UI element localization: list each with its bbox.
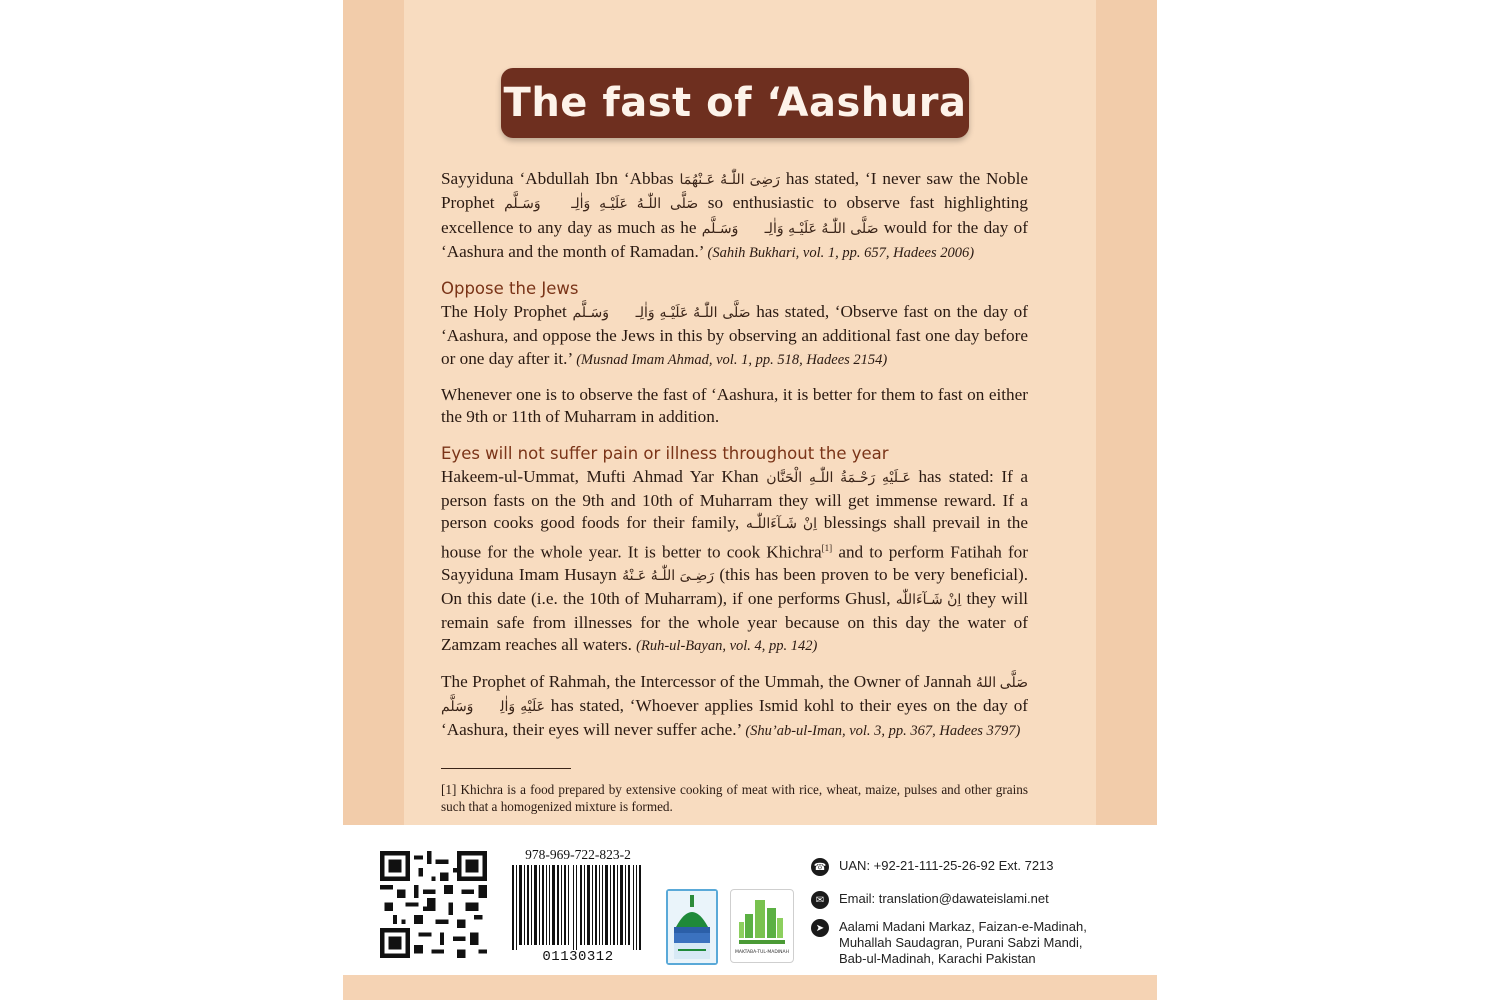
text: and to perform Fatihah for Sayyiduna Imam Husayn <box>441 542 1028 584</box>
arabic-honorific: رَضِـىَ اللّٰـهُ عَـنْهُ <box>622 568 715 584</box>
text: so enthusiastic to observe fast highlighting excellence to any day as much as he <box>441 193 1028 237</box>
publisher-logo-dome <box>666 889 718 965</box>
paragraph-5 <box>441 671 1028 743</box>
phone-text: UAN: +92-21-111-25-26-92 Ext. 7213 <box>839 858 1054 873</box>
barcode-number: 01130312 <box>542 949 614 965</box>
paragraph-1 <box>441 168 1028 264</box>
isbn-number: 978-969-722-823-2 <box>525 847 631 862</box>
citation: (Shu’ab-ul-Iman, vol. 3, pp. 367, Hadees 3797) <box>745 723 1021 740</box>
arabic-honorific: رَضِىَ اللّٰـهُ عَـنْهُمَا <box>679 173 780 188</box>
citation: (Ruh-ul-Bayan, vol. 4, pp. 142) <box>636 638 818 655</box>
arabic-honorific: صَلَّى اللّٰـهُ عَلَيْـهِ وَاٰلِـهٖ وَسَـلَّم <box>504 197 699 213</box>
footnote-divider <box>441 768 571 769</box>
text: has stated, ‘Observe fast on the day of ‘Aashura, and oppose the Jews in this by observing an additional fast one day before or one day after it.’ <box>441 302 1029 368</box>
text: has stated: If a person fasts on the 9th and 10th of Muharram they will get immense reward. If a person cooks good foods for their family, <box>441 466 1029 533</box>
paragraph-3: Whenever one is to observe the fast of ‘Aashura, it is better for them to fast on either the 9th or 11th of Muharram in addition. <box>441 385 1028 427</box>
heading-oppose-the-jews: Oppose the Jews <box>441 279 579 299</box>
arabic-honorific: عَـلَيْهِ رَحْـمَةُ اللّٰـهِ الْحَنَّان <box>766 470 911 486</box>
address-line-2: Muhallah Saudagran, Purani Sabzi Mandi, <box>839 935 1083 950</box>
citation: (Sahih Bukhari, vol. 1, pp. 657, Hadees 2006) <box>707 244 975 261</box>
contact-address <box>811 919 1087 967</box>
text: Hakeem-ul-Ummat, Mufti Ahmad Yar Khan <box>441 466 759 486</box>
arabic-honorific: صَلَّى اللّٰـهُ عَلَيْـهِ وَاٰلِـهٖ وَسَـلَّم <box>572 306 751 322</box>
phone-icon: ☎ <box>811 858 829 876</box>
text: Sayyiduna ‘Abdullah Ibn ‘Abbas <box>441 169 674 188</box>
arabic-honorific: صَلَّى اللهُ عَلَيْهِ وَاٰلِهٖ وَسَلَّم <box>441 675 1028 716</box>
text: The Prophet of Rahmah, the Intercessor of the Ummah, the Owner of Jannah <box>441 671 972 691</box>
paragraph-4 <box>441 466 1028 658</box>
right-stripe <box>1096 0 1157 825</box>
main-text <box>441 168 1028 829</box>
barcode <box>512 865 642 950</box>
text: blessings shall prevail in the house for the whole year. It is better to cook Khichra <box>441 513 1029 562</box>
footnote: [1] Khichra is a food prepared by extensive cooking of meat with rice, wheat, maize, pulses and other grains such that a homogenized mixture is formed. <box>441 781 1028 815</box>
address-line-3: Bab-ul-Madinah, Karachi Pakistan <box>839 951 1036 966</box>
email-icon: ✉ <box>811 891 829 909</box>
bottom-strip <box>343 975 1157 1000</box>
paragraph-2 <box>441 301 1028 371</box>
book-back-cover <box>343 0 1157 1000</box>
address-line-1: Aalami Madani Markaz, Faizan-e-Madinah, <box>839 919 1087 934</box>
footnote-marker: [1] <box>821 542 833 553</box>
text: has stated, ‘Whoever applies Ismid kohl to their eyes on the day of ‘Aashura, their eyes will never suffer ache.’ <box>441 696 1029 740</box>
text: (this has been proven to be very beneficial). On this date (i.e. the 10th of Muharram), if one performs Ghusl, <box>441 564 1028 608</box>
logo-caption: MAKTABA-TUL-MADINAH <box>735 950 789 955</box>
text: would for the day of ‘Aashura and the month of Ramadan.’ <box>441 217 1028 261</box>
page-title: The fast of ‘Aashura <box>503 80 967 126</box>
email-text: Email: translation@dawateislami.net <box>839 891 1049 906</box>
text: has stated, ‘I never saw the Noble Prophet <box>441 169 1028 213</box>
text: The Holy Prophet <box>441 302 567 322</box>
arabic-honorific: صَلَّى اللّٰـهُ عَلَيْـهِ وَاٰلِـهٖ وَسَـلَّم <box>701 221 879 237</box>
dome-logo-icon <box>668 891 716 963</box>
heading-eyes: Eyes will not suffer pain or illness throughout the year <box>441 443 889 463</box>
left-stripe <box>343 0 404 825</box>
contact-phone <box>811 858 1054 876</box>
address-text <box>839 919 1087 967</box>
arabic-phrase: اِنْ شَـآءَاللّٰـه <box>745 517 818 533</box>
text: they will remain safe from illnesses for the whole year because on this day the water of Zamzam reaches all waters. <box>441 588 1029 655</box>
footer-bar <box>343 825 1157 975</box>
buildings-logo-icon <box>731 890 793 950</box>
publisher-logo-maktaba <box>730 889 794 963</box>
arabic-phrase: اِنْ شَـآءَاللّٰه <box>895 592 962 608</box>
location-icon: ➤ <box>811 919 829 937</box>
citation: (Musnad Imam Ahmad, vol. 1, pp. 518, Hadees 2154) <box>576 351 888 368</box>
contact-email <box>811 891 1049 909</box>
title-banner <box>501 68 969 138</box>
qr-code <box>380 851 487 958</box>
